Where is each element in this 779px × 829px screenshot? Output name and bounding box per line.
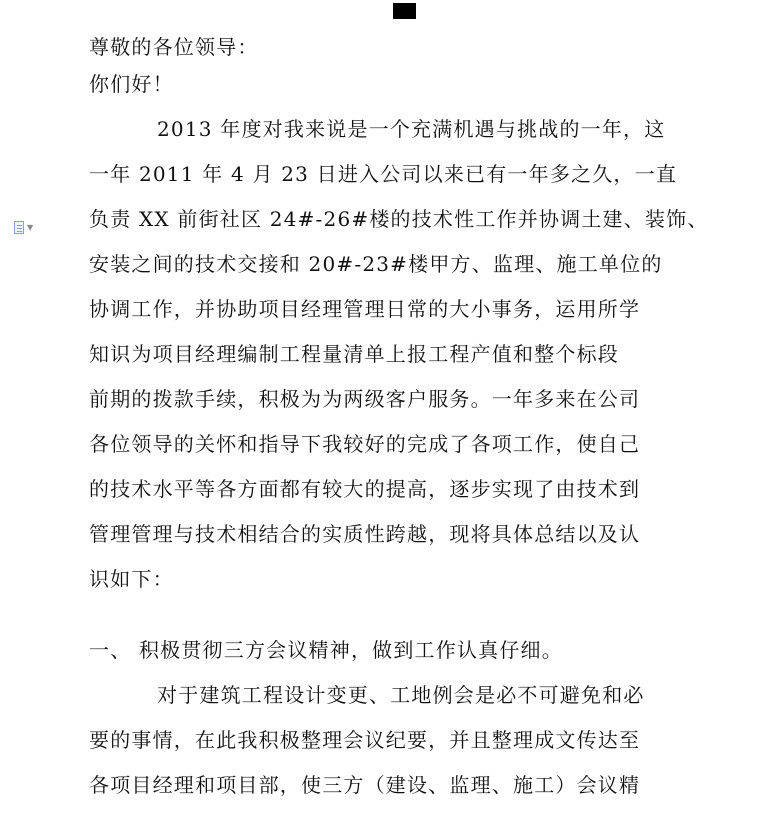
paragraph-line: 一年 2011 年 4 月 23 日进入公司以来已有一年多之久，一直 — [89, 162, 678, 186]
paragraph-line: 对于建筑工程设计变更、工地例会是必不可避免和必 — [157, 683, 645, 707]
salutation: 你们好！ — [89, 72, 174, 96]
caret-down-icon: ▼ — [27, 222, 34, 232]
paragraph-line: 各项目经理和项目部，使三方（建设、监理、施工）会议精 — [89, 773, 641, 797]
paragraph-line: 识如下： — [89, 567, 174, 591]
section-heading: 一、 积极贯彻三方会议精神，做到工作认真仔细。 — [89, 638, 563, 662]
cursor-marker — [393, 3, 416, 19]
paragraph-options-button[interactable] — [14, 219, 44, 235]
paragraph-line: 前期的拨款手续，积极为为两级客户服务。一年多来在公司 — [89, 387, 641, 411]
paragraph-line: 2013 年度对我来说是一个充满机遇与挑战的一年，这 — [157, 117, 666, 141]
document-body — [89, 32, 709, 808]
greeting: 尊敬的各位领导： — [89, 35, 259, 59]
paragraph-line: 的技术水平等各方面都有较大的提高，逐步实现了由技术到 — [89, 477, 641, 501]
paragraph-line: 知识为项目经理编制工程量清单上报工程产值和整个标段 — [89, 342, 619, 366]
paragraph-line: 要的事情，在此我积极整理会议纪要，并且整理成文传达至 — [89, 728, 641, 752]
document-icon — [14, 221, 24, 234]
paragraph-line: 安装之间的技术交接和 20#-23#楼甲方、监理、施工单位的 — [89, 252, 663, 276]
blank-line — [89, 602, 704, 628]
paragraph-line: 协调工作，并协助项目经理管理日常的大小事务，运用所学 — [89, 297, 641, 321]
paragraph-line: 管理管理与技术相结合的实质性跨越，现将具体总结以及认 — [89, 522, 641, 546]
paragraph-1 — [89, 107, 709, 602]
paragraph-line: 负责 XX 前街社区 24#-26#楼的技术性工作并协调土建、装饰、 — [89, 207, 709, 231]
paragraph-line: 各位领导的关怀和指导下我较好的完成了各项工作，使自己 — [89, 432, 641, 456]
paragraph-2 — [89, 673, 704, 808]
